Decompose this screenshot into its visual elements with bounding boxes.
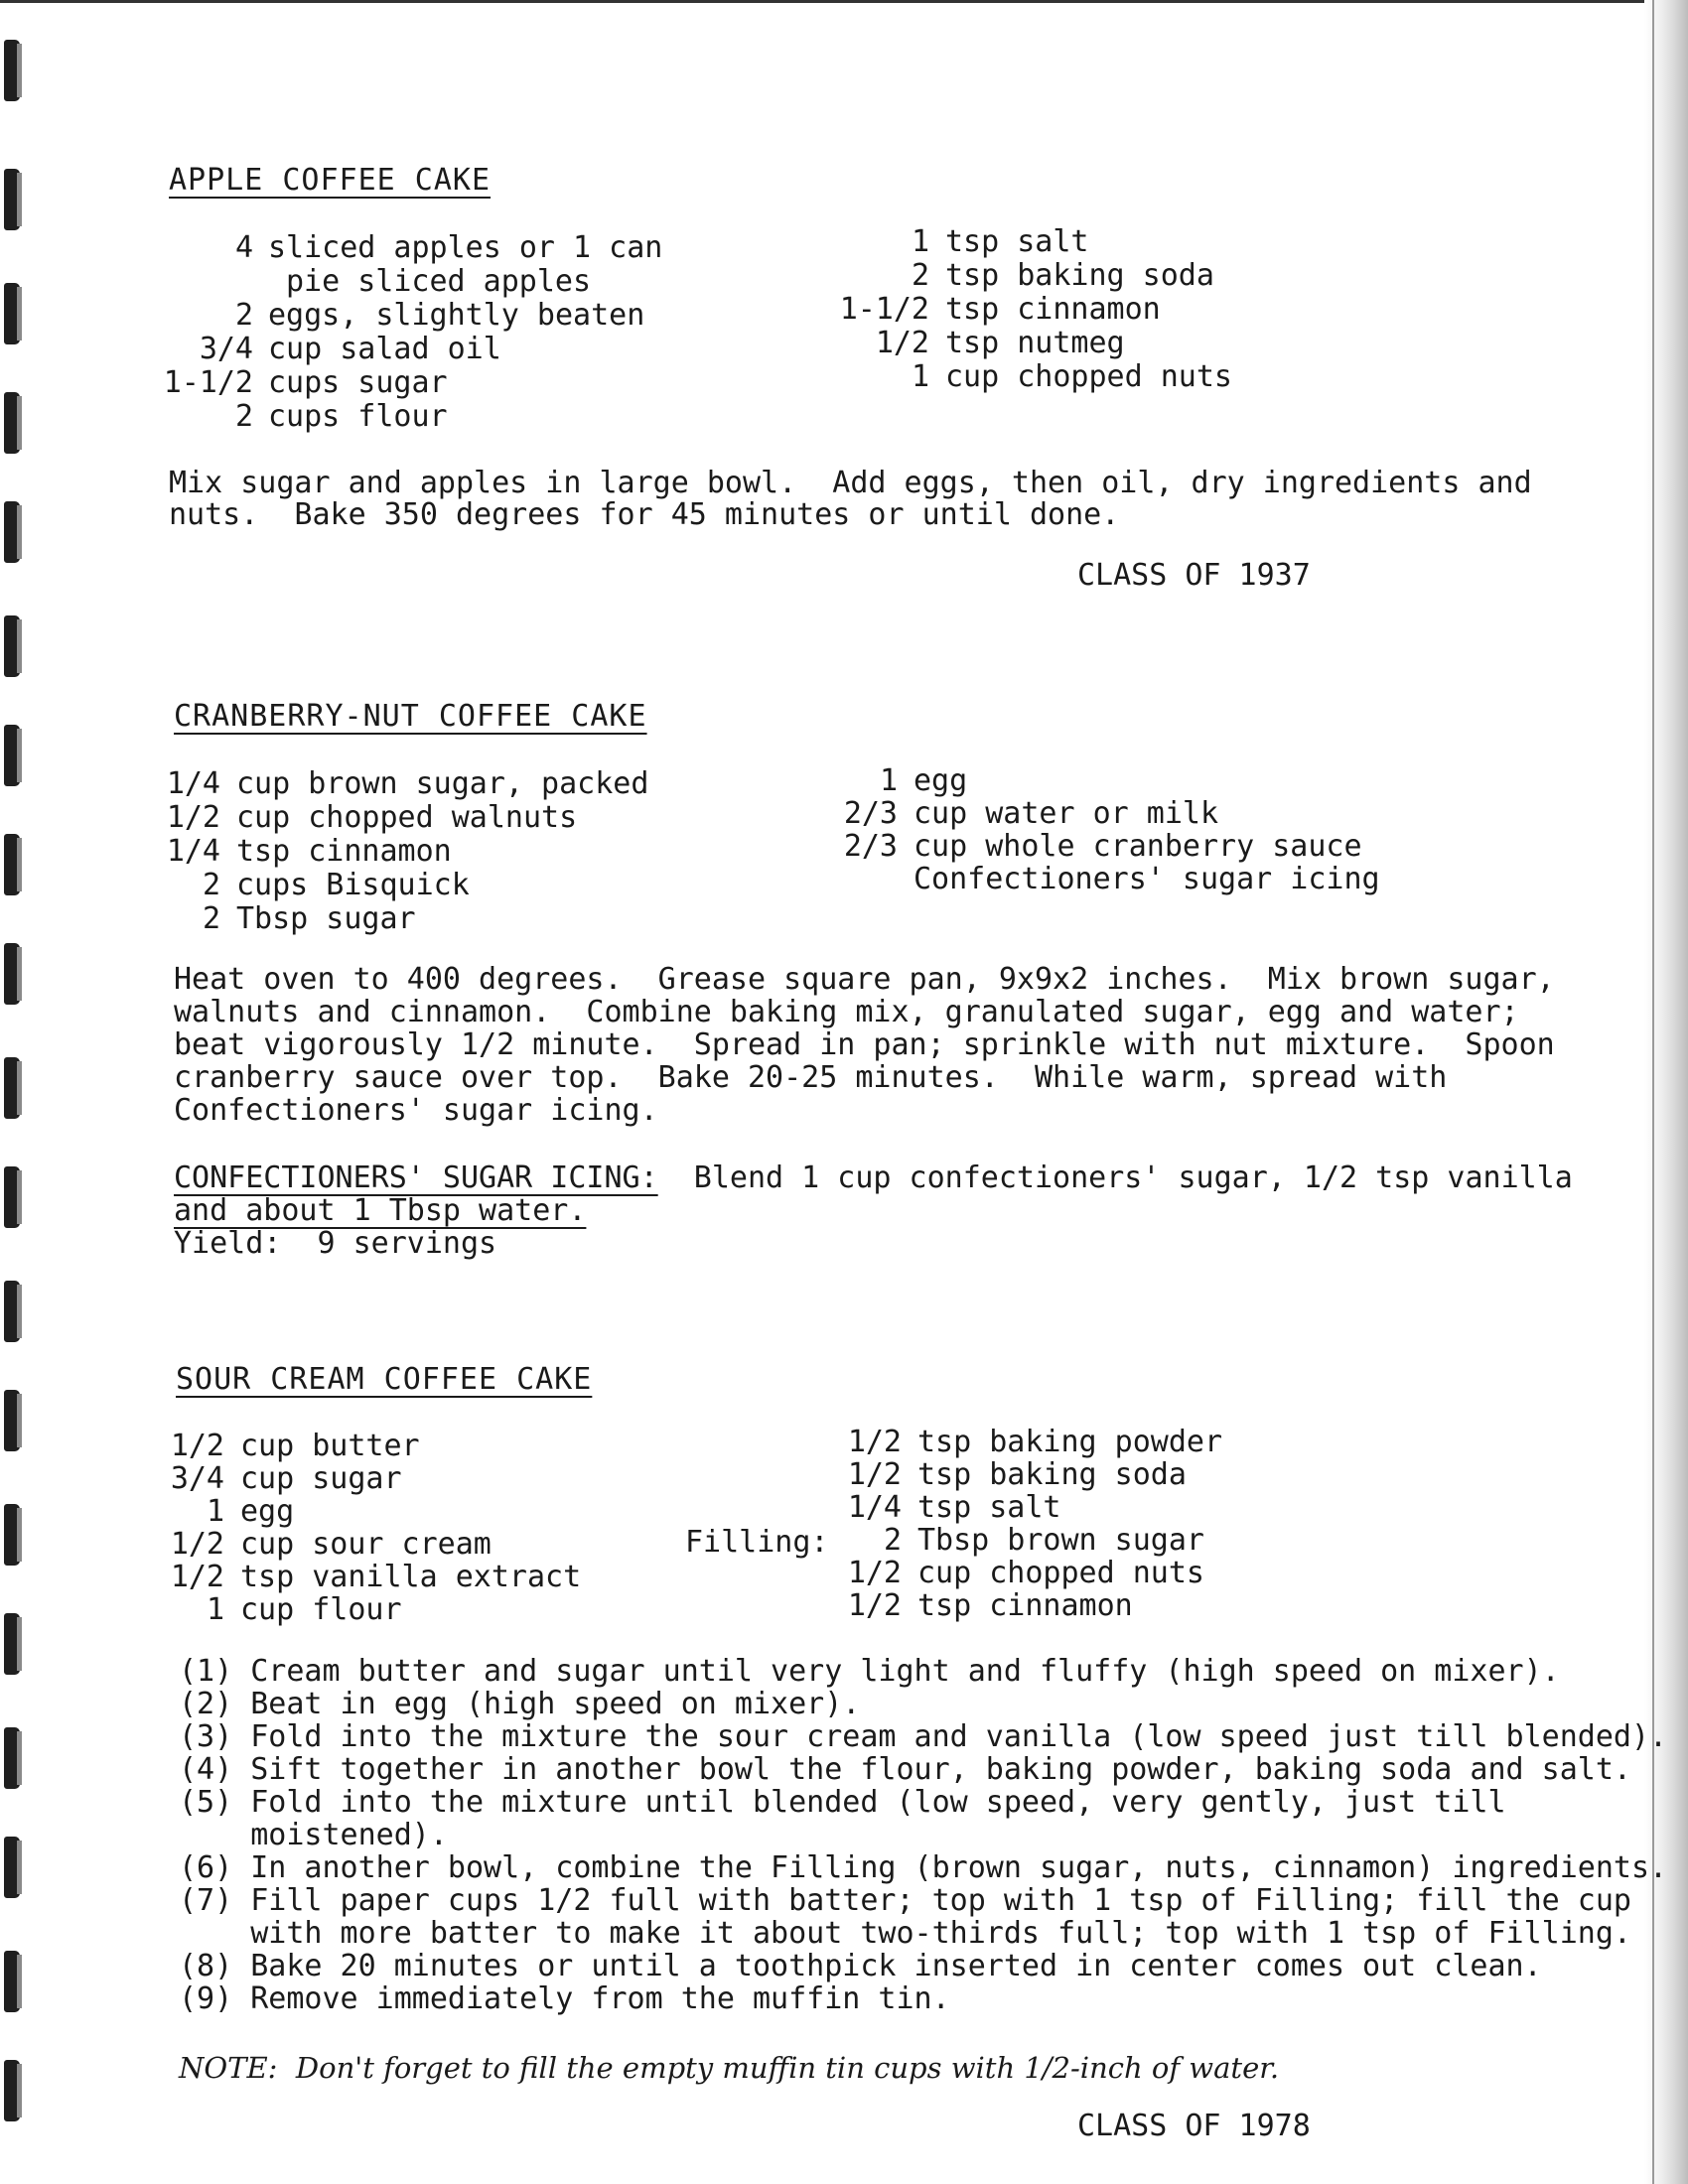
icing-line xyxy=(174,1161,1573,1195)
ingredient-item: cup sugar xyxy=(240,1461,402,1496)
binding-ring xyxy=(4,40,20,101)
ingredient-qty: 1 xyxy=(879,763,898,798)
ingredient-item: Tbsp brown sugar xyxy=(917,1523,1204,1558)
ingredient-qty: 1/2 xyxy=(847,1425,902,1459)
recipe-step: (6) In another bowl, combine the Filling (brown sugar, nuts, cinnamon) ingredients. xyxy=(179,1850,1668,1885)
ingredient-qty: 1/4 xyxy=(166,834,220,869)
binding-ring xyxy=(4,1951,20,2012)
binding-ring xyxy=(4,1281,20,1342)
ingredient-qty: 1 xyxy=(911,224,929,259)
recipe-directions-line: Heat oven to 400 degrees. Grease square pan, 9x9x2 inches. Mix brown sugar, xyxy=(174,962,1555,997)
recipe-directions-line: beat vigorously 1/2 minute. Spread in pan; sprinkle with nut mixture. Spoon xyxy=(174,1027,1555,1062)
ingredient-item: cup water or milk xyxy=(914,796,1219,831)
ingredient-item: tsp cinnamon xyxy=(945,292,1161,327)
ingredient-item: cup sour cream xyxy=(240,1527,492,1562)
ingredient-qty: 1/4 xyxy=(847,1490,902,1525)
recipe-step: (7) Fill paper cups 1/2 full with batter; top with 1 tsp of Filling; fill the cup xyxy=(179,1883,1631,1918)
ingredient-item: tsp vanilla extract xyxy=(240,1560,582,1594)
ingredient-item: tsp baking powder xyxy=(917,1425,1223,1459)
icing-text: Blend 1 cup confectioners' sugar, 1/2 tsp vanilla xyxy=(657,1160,1573,1195)
recipe-directions-line: Confectioners' sugar icing. xyxy=(174,1093,658,1128)
recipe-credit: CLASS OF 1978 xyxy=(1077,2109,1311,2143)
ingredient-qty: 1/2 xyxy=(170,1527,224,1562)
binding-ring xyxy=(4,169,20,230)
binding-ring xyxy=(4,1613,20,1675)
binding-ring xyxy=(4,1057,20,1119)
recipe-title: SOUR CREAM COFFEE CAKE xyxy=(176,1362,593,1397)
binding-ring xyxy=(4,1727,20,1789)
ingredient-item: Tbsp sugar xyxy=(236,901,416,936)
recipe-title: CRANBERRY-NUT COFFEE CAKE xyxy=(174,699,647,734)
ingredient-qty: 1/2 xyxy=(847,1556,902,1590)
ingredient-qty: 1/2 xyxy=(875,326,929,360)
ingredient-item: tsp salt xyxy=(917,1490,1061,1525)
ingredient-item: cups Bisquick xyxy=(236,868,470,902)
binding-ring xyxy=(4,615,20,677)
ingredient-qty: 1/2 xyxy=(166,800,220,835)
recipe-directions-line: cranberry sauce over top. Bake 20-25 minutes. While warm, spread with xyxy=(174,1060,1448,1095)
ingredient-qty: 1/2 xyxy=(847,1457,902,1492)
binding-ring xyxy=(4,834,20,895)
recipe-directions-line: nuts. Bake 350 degrees for 45 minutes or until done. xyxy=(169,497,1120,532)
ingredient-item: cup salad oil xyxy=(268,332,501,366)
ingredient-qty: 1/2 xyxy=(170,1429,224,1463)
ingredient-qty: 2/3 xyxy=(843,829,898,864)
binding-ring xyxy=(4,1390,20,1451)
recipe-step: (1) Cream butter and sugar until very light and fluffy (high speed on mixer). xyxy=(179,1654,1560,1689)
ingredient-item: cup chopped walnuts xyxy=(236,800,578,835)
ingredient-item: sliced apples or 1 can xyxy=(268,230,663,265)
ingredient-qty: 1-1/2 xyxy=(839,292,929,327)
recipe-step: (5) Fold into the mixture until blended (low speed, very gently, just till xyxy=(179,1785,1506,1820)
ingredient-qty: 1/4 xyxy=(166,766,220,801)
ingredient-item: tsp baking soda xyxy=(945,258,1214,293)
recipe-step: with more batter to make it about two-thirds full; top with 1 tsp of Filling. xyxy=(179,1916,1631,1951)
ingredient-item: tsp cinnamon xyxy=(917,1588,1133,1623)
ingredient-qty: 2/3 xyxy=(843,796,898,831)
binding-ring xyxy=(4,1504,20,1566)
ingredient-item: Confectioners' sugar icing xyxy=(914,862,1380,896)
ingredient-item: cups sugar xyxy=(268,365,448,400)
icing-line-2: and about 1 Tbsp water. xyxy=(174,1193,587,1228)
recipe-step: (2) Beat in egg (high speed on mixer). xyxy=(179,1687,861,1721)
ingredient-qty: 2 xyxy=(883,1523,902,1558)
ingredient-qty: 1/2 xyxy=(847,1588,902,1623)
ingredient-item: tsp salt xyxy=(945,224,1089,259)
ingredient-qty: 1 xyxy=(206,1494,224,1529)
binding-ring xyxy=(4,725,20,786)
binding-ring xyxy=(4,392,20,454)
ingredient-qty: 1 xyxy=(911,359,929,394)
page-top-edge xyxy=(0,0,1688,3)
ingredient-qty: 3/4 xyxy=(199,332,253,366)
spiral-binding xyxy=(0,0,30,2184)
ingredient-qty: 1-1/2 xyxy=(163,365,253,400)
ingredient-item: egg xyxy=(240,1494,295,1529)
ingredient-qty: 1 xyxy=(206,1592,224,1627)
recipe-credit: CLASS OF 1937 xyxy=(1077,558,1311,593)
filling-label: Filling: xyxy=(685,1525,829,1560)
ingredient-item: cups flour xyxy=(268,399,448,434)
icing-heading: CONFECTIONERS' SUGAR ICING: xyxy=(174,1160,658,1195)
recipe-step: (9) Remove immediately from the muffin tin. xyxy=(179,1981,950,2016)
recipe-step: (4) Sift together in another bowl the flour, baking powder, baking soda and salt. xyxy=(179,1752,1631,1787)
binding-ring xyxy=(4,1166,20,1228)
binding-ring xyxy=(4,1837,20,1898)
ingredient-item: cup flour xyxy=(240,1592,402,1627)
ingredient-item: cup chopped nuts xyxy=(917,1556,1204,1590)
ingredient-item: eggs, slightly beaten xyxy=(268,298,645,333)
ingredient-qty: 3/4 xyxy=(170,1461,224,1496)
ingredient-qty: 2 xyxy=(234,399,253,434)
ingredient-qty: 1/2 xyxy=(170,1560,224,1594)
ingredient-item: tsp cinnamon xyxy=(236,834,452,869)
binding-ring xyxy=(4,501,20,563)
recipe-directions-line: Mix sugar and apples in large bowl. Add eggs, then oil, dry ingredients and xyxy=(169,466,1532,500)
ingredient-qty: 2 xyxy=(202,901,220,936)
ingredient-item: tsp baking soda xyxy=(917,1457,1187,1492)
recipe-step: (8) Bake 20 minutes or until a toothpick inserted in center comes out clean. xyxy=(179,1949,1542,1983)
ingredient-item: cup butter xyxy=(240,1429,420,1463)
ingredient-qty: 2 xyxy=(234,298,253,333)
ingredient-item: cup whole cranberry sauce xyxy=(914,829,1362,864)
ingredient-item: tsp nutmeg xyxy=(945,326,1125,360)
ingredient-qty: 4 xyxy=(234,230,253,265)
recipe-step: moistened). xyxy=(179,1818,448,1852)
binding-ring xyxy=(4,943,20,1005)
binding-ring xyxy=(4,283,20,344)
ingredient-item: cup chopped nuts xyxy=(945,359,1232,394)
ingredient-item: egg xyxy=(914,763,968,798)
ingredient-item: cup brown sugar, packed xyxy=(236,766,649,801)
ingredient-qty: 2 xyxy=(911,258,929,293)
recipe-title: APPLE COFFEE CAKE xyxy=(169,163,492,198)
recipe-yield: Yield: 9 servings xyxy=(174,1226,497,1261)
ingredient-item: pie sliced apples xyxy=(286,264,592,299)
binding-ring xyxy=(4,2060,20,2121)
recipe-directions-line: walnuts and cinnamon. Combine baking mix, granulated sugar, egg and water; xyxy=(174,995,1519,1029)
recipe-step: (3) Fold into the mixture the sour cream and vanilla (low speed just till blended). xyxy=(179,1719,1668,1754)
recipe-note: NOTE: Don't forget to fill the empty muffin tin cups with 1/2-inch of water. xyxy=(179,2051,1280,2085)
ingredient-qty: 2 xyxy=(202,868,220,902)
